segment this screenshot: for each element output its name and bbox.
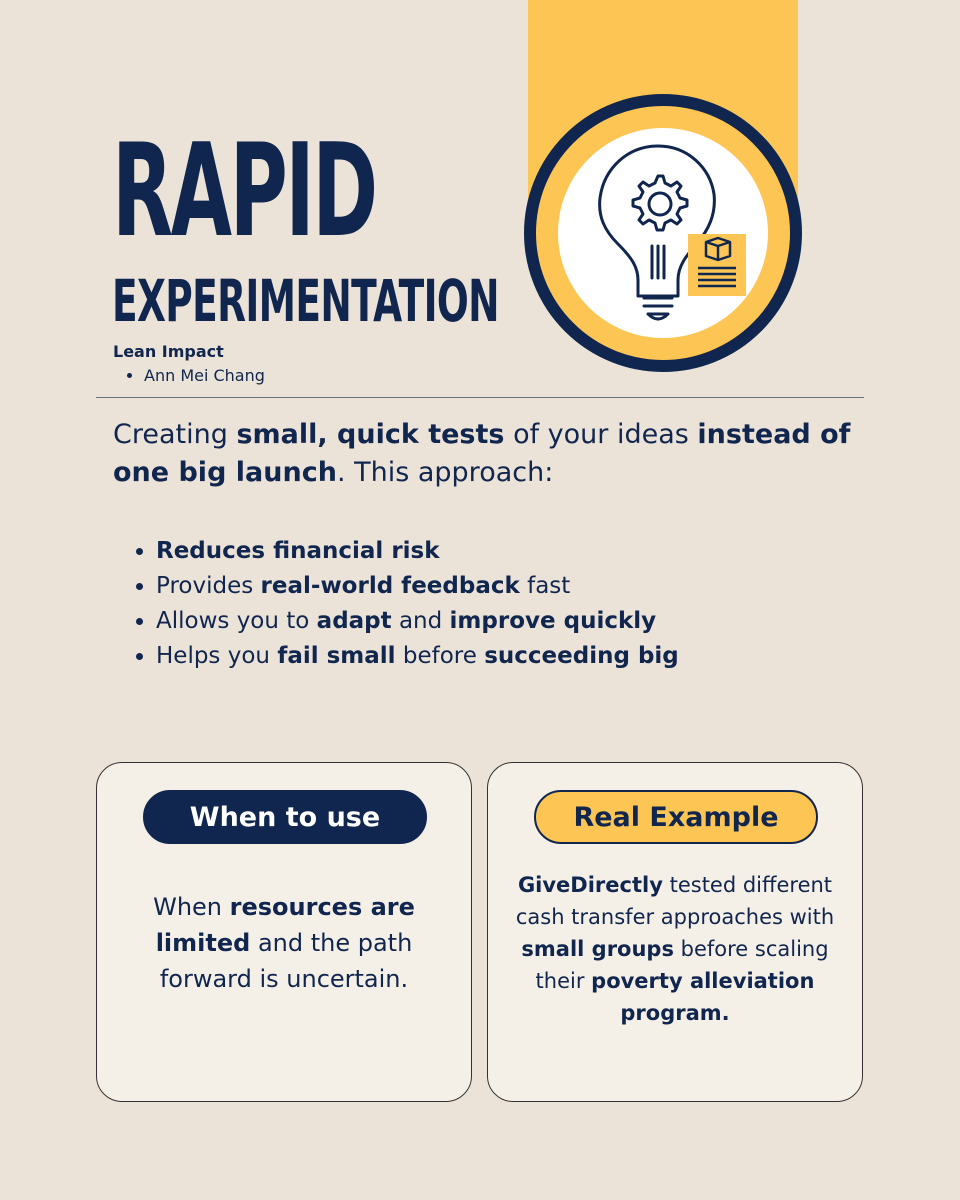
benefit-item: • Helps you fail small before succeeding big bbox=[156, 639, 679, 674]
book-title: Lean Impact bbox=[113, 342, 224, 361]
intro-text: Creating small, quick tests of your ideas instead of one big launch. This approach: bbox=[113, 419, 851, 488]
benefit-item: • Reduces financial risk bbox=[156, 534, 679, 569]
author-name: • Ann Mei Chang bbox=[144, 366, 265, 385]
real-example-card bbox=[487, 762, 863, 1102]
benefit-item: • Provides real-world feedback fast bbox=[156, 569, 679, 604]
icon-badge-inner bbox=[558, 128, 768, 338]
real-example-label: Real Example bbox=[534, 790, 818, 844]
icon-badge bbox=[524, 94, 802, 372]
real-example-text: GiveDirectly tested different cash transfer approaches with small groups before scaling their poverty alleviation program. bbox=[515, 873, 835, 1025]
author-list bbox=[126, 366, 265, 385]
when-to-use-label: When to use bbox=[143, 790, 427, 844]
page-subtitle: EXPERIMENTATION bbox=[112, 267, 499, 335]
divider bbox=[96, 397, 864, 398]
lightbulb-gear-icon bbox=[558, 128, 768, 338]
benefit-item: • Allows you to adapt and improve quickly bbox=[156, 604, 679, 639]
benefit-list bbox=[128, 534, 679, 674]
when-to-use-card bbox=[96, 762, 472, 1102]
page-title: RAPID bbox=[112, 117, 376, 266]
when-to-use-text: When resources are limited and the path forward is uncertain. bbox=[153, 893, 415, 993]
